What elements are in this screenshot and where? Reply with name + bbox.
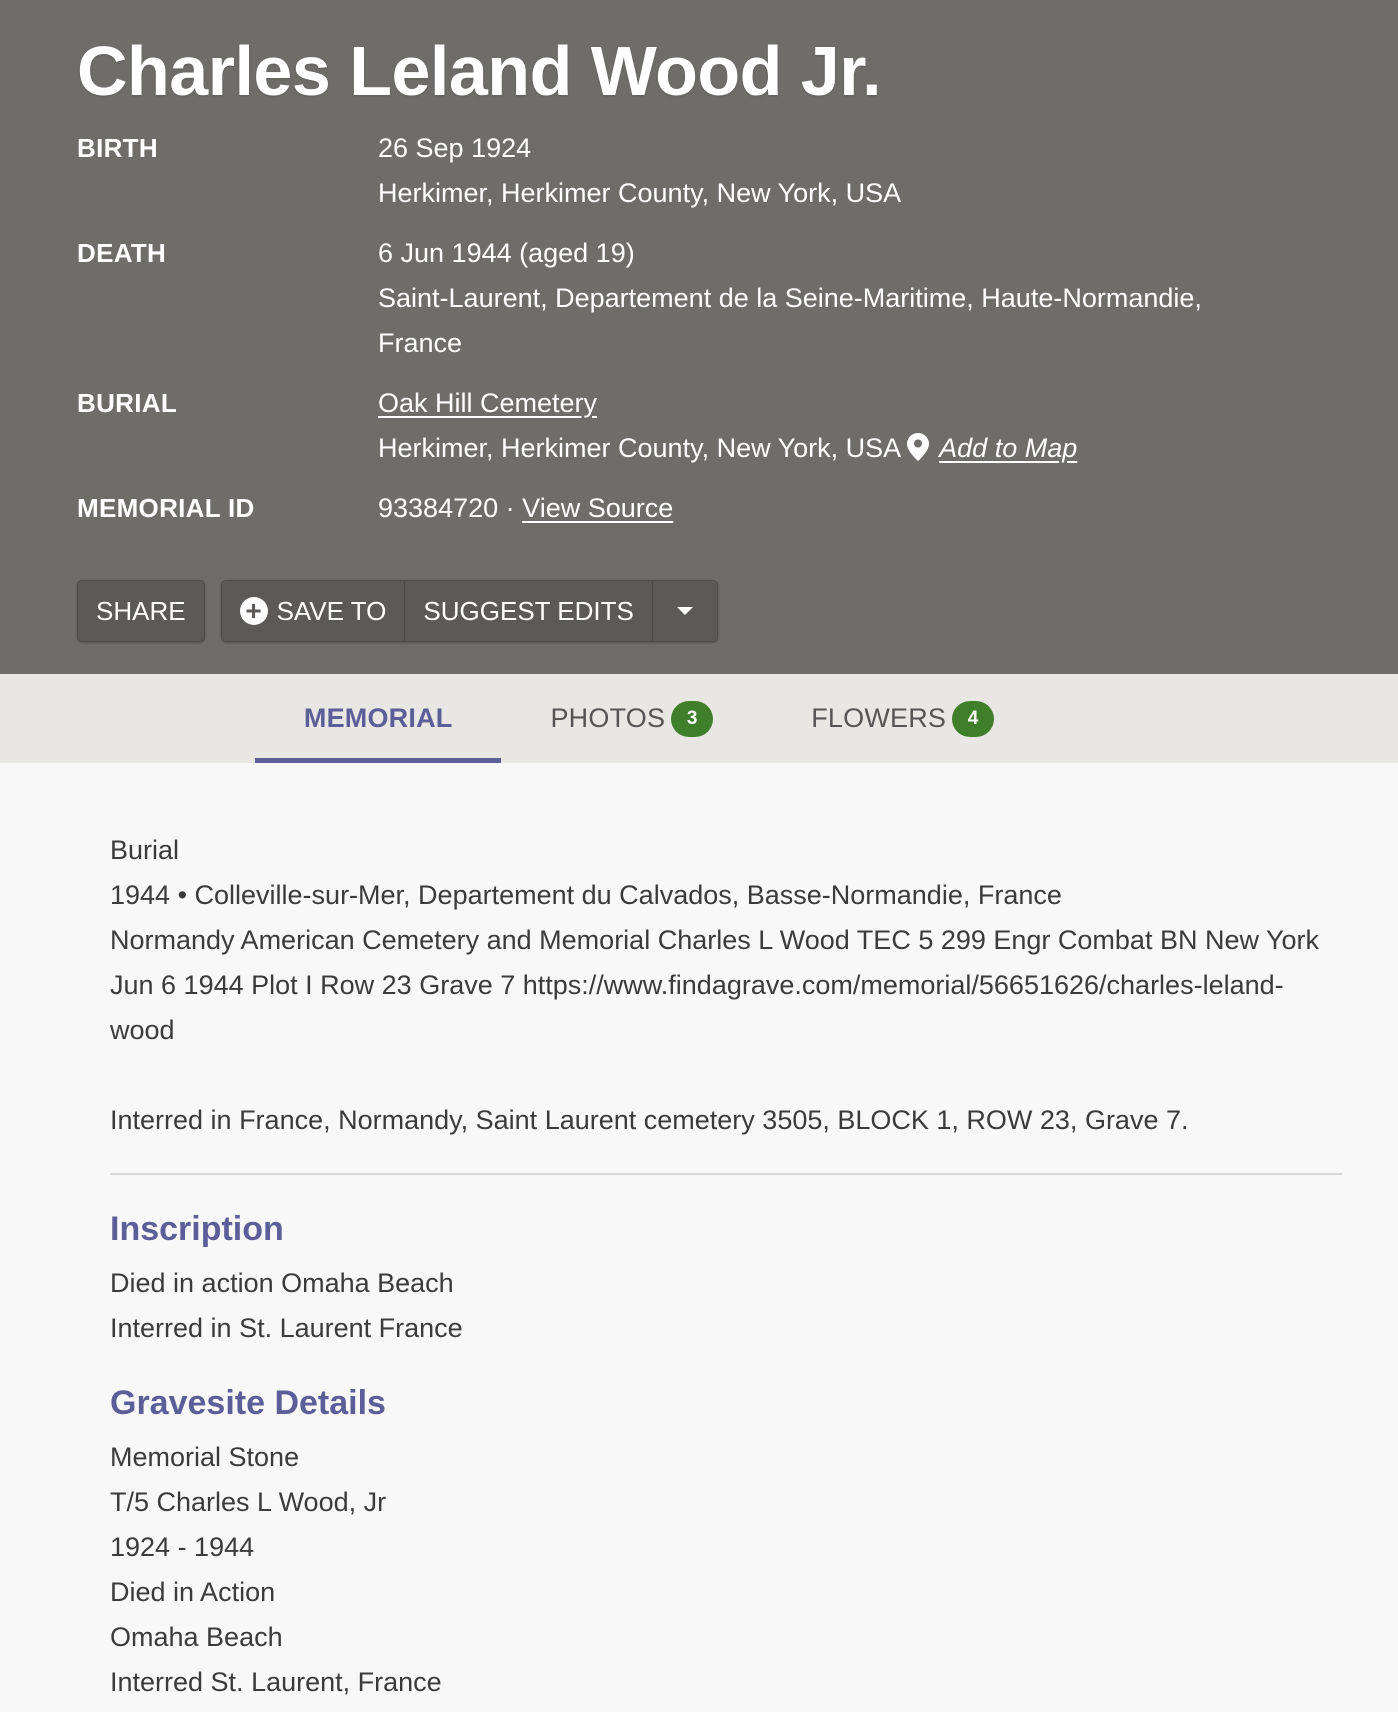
action-bar bbox=[77, 580, 718, 642]
add-to-map-link[interactable]: Add to Map bbox=[939, 433, 1078, 463]
save-to-label: SAVE TO bbox=[276, 595, 387, 626]
death-fact bbox=[77, 231, 1321, 366]
tab-memorial-label: MEMORIAL bbox=[303, 703, 453, 733]
bio-paragraph: Interred in France, Normandy, Saint Laurent cemetery 3505, BLOCK 1, ROW 23, Grave 7. bbox=[110, 1105, 1189, 1135]
tab-photos-label: PHOTOS bbox=[550, 703, 666, 733]
map-pin-icon bbox=[907, 430, 929, 458]
bio-line: Normandy American Cemetery and Memorial Charles L Wood TEC 5 299 Engr Combat BN New York bbox=[110, 925, 1320, 955]
bio-line: wood bbox=[110, 1015, 175, 1045]
death-place-line2: France bbox=[378, 328, 463, 358]
gravesite-title: Gravesite Details bbox=[110, 1384, 386, 1422]
birth-fact bbox=[77, 126, 1321, 216]
gravesite-line: Memorial Stone bbox=[110, 1442, 300, 1472]
bio-line: 1944 • Colleville-sur-Mer, Departement du Calvados, Basse-Normandie, France bbox=[110, 880, 1062, 910]
death-place-line1: Saint-Laurent, Departement de la Seine-Maritime, Haute-Normandie, bbox=[378, 283, 1202, 313]
memorial-content bbox=[0, 763, 1342, 1705]
gravesite-details bbox=[110, 1435, 1342, 1705]
memorial-id-value: 93384720 bbox=[378, 493, 499, 523]
inscription-text bbox=[110, 1261, 1342, 1351]
save-to-button[interactable] bbox=[222, 581, 406, 641]
gravesite-line: T/5 Charles L Wood, Jr bbox=[110, 1487, 387, 1517]
memorial-id-label: MEMORIAL ID bbox=[77, 493, 255, 523]
memorial-tabs bbox=[0, 674, 1398, 763]
caret-down-icon bbox=[677, 607, 693, 615]
burial-fact bbox=[77, 381, 1321, 471]
bio-line: Jun 6 1944 Plot I Row 23 Grave 7 https://www.findagrave.com/memorial/56651626/charles-leland- bbox=[110, 970, 1284, 1000]
inscription-title: Inscription bbox=[110, 1210, 284, 1248]
plus-circle-icon: + bbox=[240, 597, 268, 625]
birth-place: Herkimer, Herkimer County, New York, USA bbox=[378, 178, 902, 208]
photos-count-badge: 3 bbox=[671, 701, 713, 737]
memorial-id-fact bbox=[77, 486, 1321, 531]
more-actions-dropdown[interactable] bbox=[653, 581, 717, 641]
gravesite-line: Died in Action bbox=[110, 1577, 276, 1607]
burial-label: BURIAL bbox=[77, 388, 178, 418]
suggest-edits-button[interactable]: SUGGEST EDITS bbox=[405, 581, 652, 641]
bio-line: Burial bbox=[110, 835, 180, 865]
inscription-line: Interred in St. Laurent France bbox=[110, 1313, 463, 1343]
share-button[interactable]: SHARE bbox=[77, 580, 205, 642]
tab-flowers[interactable] bbox=[762, 674, 1043, 763]
view-source-link[interactable]: View Source bbox=[522, 493, 674, 523]
memorial-header bbox=[0, 0, 1398, 674]
action-button-group bbox=[221, 580, 718, 642]
burial-place: Herkimer, Herkimer County, New York, USA bbox=[378, 433, 902, 463]
death-date: 6 Jun 1944 (aged 19) bbox=[378, 238, 635, 268]
id-separator: · bbox=[505, 493, 515, 523]
birth-label: BIRTH bbox=[77, 133, 158, 163]
birth-date: 26 Sep 1924 bbox=[378, 133, 532, 163]
person-name: Charles Leland Wood Jr. bbox=[77, 32, 882, 110]
gravesite-line: Interred St. Laurent, France bbox=[110, 1667, 442, 1697]
cemetery-link[interactable]: Oak Hill Cemetery bbox=[378, 388, 598, 418]
inscription-line: Died in action Omaha Beach bbox=[110, 1268, 454, 1298]
gravesite-line: Omaha Beach bbox=[110, 1622, 283, 1652]
tab-flowers-label: FLOWERS bbox=[811, 703, 947, 733]
gravesite-line: 1924 - 1944 bbox=[110, 1532, 255, 1562]
tab-memorial[interactable] bbox=[255, 674, 502, 763]
bio bbox=[110, 828, 1342, 1143]
flowers-count-badge: 4 bbox=[952, 701, 994, 737]
tab-photos[interactable] bbox=[501, 674, 762, 763]
section-divider bbox=[110, 1173, 1342, 1175]
death-label: DEATH bbox=[77, 238, 167, 268]
